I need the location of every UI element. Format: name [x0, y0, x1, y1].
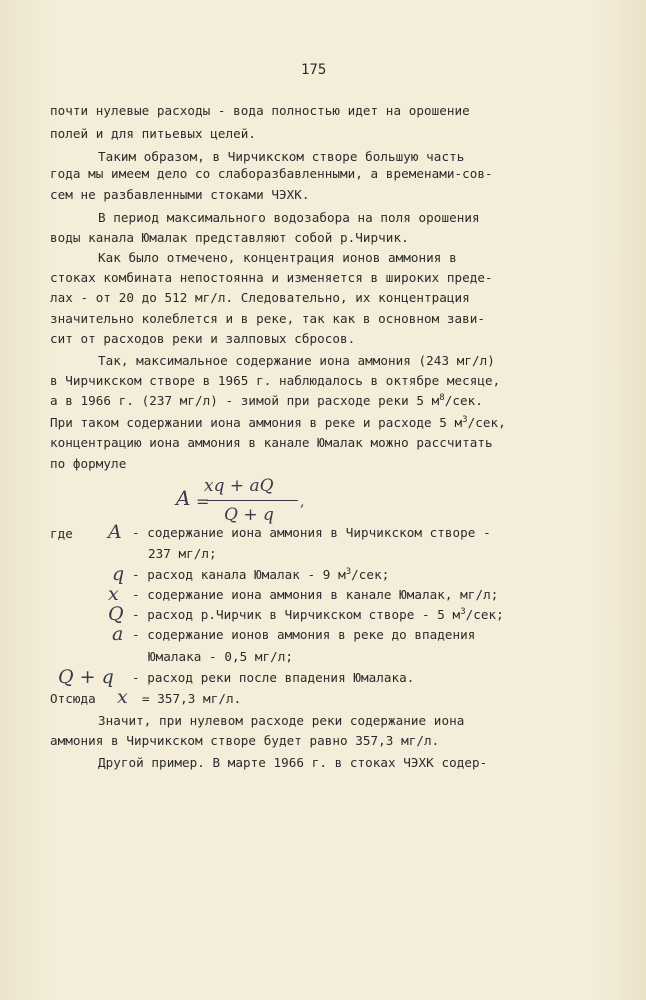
def-symbol: a — [112, 623, 124, 645]
def-text: - расход реки после впадения Юмалака. — [132, 670, 415, 685]
def-text: - содержание ионов аммония в реке до впадения — [132, 627, 476, 642]
text-line — [50, 394, 483, 410]
text-line: Таким образом, в Чирчикском створе большую часть — [98, 149, 465, 164]
def-text — [132, 568, 389, 584]
text-line: Как было отмечено, концентрация ионов аммония в — [98, 250, 457, 265]
formula-equals: = — [196, 492, 210, 511]
otsyuda-label: Отсюда — [50, 691, 96, 706]
text-line — [50, 416, 506, 432]
formula — [176, 476, 336, 532]
def-symbol: q — [112, 563, 125, 585]
text-segment: При таком содержании иона аммония в реке и расходе 5 м — [50, 415, 463, 430]
superscript: 3 — [345, 567, 352, 577]
def-symbol: Q — [108, 603, 124, 625]
def-text: - содержание иона аммония в Чирчикском створе - — [132, 525, 491, 540]
text-segment: /сек; — [351, 567, 390, 582]
text-segment: - расход канала Юмалак - 9 м — [132, 567, 346, 582]
def-symbol: Q + q — [58, 666, 114, 688]
text-line: аммония в Чирчикском створе будет равно 357,3 мг/л. — [50, 733, 440, 748]
text-line: почти нулевые расходы - вода полностью идет на орошение — [50, 103, 470, 118]
formula-comma: , — [300, 494, 305, 510]
def-text: 237 мг/л; — [148, 546, 217, 561]
def-text: - содержание иона аммония в канале Юмалак, мг/л; — [132, 587, 499, 602]
text-line: концентрацию иона аммония в канале Юмалак можно рассчитать — [50, 435, 493, 450]
def-text: Юмалака - 0,5 мг/л; — [148, 649, 294, 664]
text-line: Другой пример. В марте 1966 г. в стоках ЧЭХК содер- — [98, 755, 488, 770]
superscript: 3 — [462, 415, 468, 425]
text-line: в Чирчикском створе в 1965 г. наблюдалось в октябре месяце, — [50, 373, 501, 388]
page-number: 175 — [301, 62, 327, 78]
text-line: по формуле — [50, 456, 127, 471]
text-line: В период максимального водозабора на поля орошения — [98, 210, 480, 225]
text-line: Значит, при нулевом расходе реки содержание иона — [98, 713, 465, 728]
formula-numerator: xq + aQ — [204, 476, 274, 496]
text-line: сит от расходов реки и залповых сбросов. — [50, 331, 356, 346]
result-value: = 357,3 мг/л. — [142, 691, 242, 706]
fraction-bar — [206, 500, 298, 501]
text-line: воды канала Юмалак представляют собой р.Чирчик. — [50, 230, 409, 245]
text-segment: - расход р.Чирчик в Чирчикском створе - 5 м — [132, 607, 461, 622]
where-label: где — [50, 526, 73, 541]
def-symbol: x — [108, 583, 119, 605]
text-line: Так, максимальное содержание иона аммония (243 мг/л) — [98, 353, 495, 368]
text-line: сем не разбавленными стоками ЧЭХК. — [50, 187, 310, 202]
formula-denominator: Q + q — [224, 505, 274, 525]
text-segment: /сек, — [467, 415, 506, 430]
def-symbol: A — [108, 521, 122, 543]
text-line: лах - от 20 до 512 мг/л. Следовательно, их концентрация — [50, 290, 470, 305]
text-line: значительно колеблется и в реке, так как в основном зави- — [50, 311, 486, 326]
superscript: 8 — [439, 393, 445, 403]
result-symbol: x — [117, 686, 128, 708]
formula-lhs: A — [176, 486, 191, 510]
text-line: стоках комбината непостоянна и изменяется в широких преде- — [50, 270, 493, 285]
text-segment: а в 1966 г. (237 мг/л) - зимой при расходе реки 5 м — [50, 393, 440, 408]
text-line: полей и для питьевых целей. — [50, 126, 257, 141]
text-segment: /сек. — [444, 393, 483, 408]
superscript: 3 — [460, 607, 466, 617]
text-line: года мы имеем дело со слаборазбавленными, а временами-сов- — [50, 166, 493, 181]
def-text — [132, 608, 504, 624]
text-segment: /сек; — [465, 607, 504, 622]
